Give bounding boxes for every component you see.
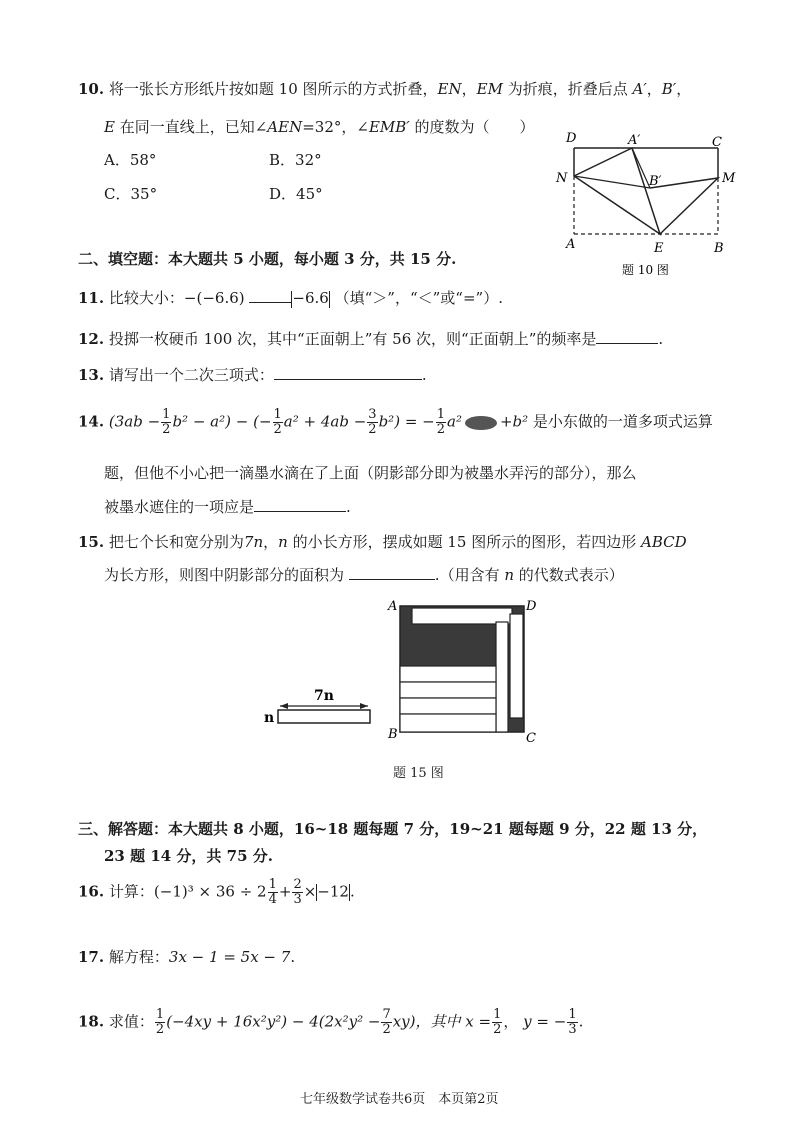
question-14-line3 — [104, 496, 351, 517]
question-17 — [78, 946, 295, 967]
var-text: ∠AEN — [254, 118, 303, 136]
fraction: $\frac{1}{2}$ — [162, 407, 171, 437]
fig15-label-d: D — [526, 599, 537, 614]
question-number: 18. — [78, 1012, 105, 1031]
math-expr: b²) = − — [378, 412, 435, 431]
figure-15-single-rect — [258, 682, 376, 732]
question-text: 为折痕，折叠后点 — [502, 80, 633, 98]
width-label: n — [264, 710, 275, 726]
option-a: A．58° — [104, 151, 157, 169]
fig15-label-c: C — [526, 731, 536, 746]
question-text: 比较大小： — [108, 289, 184, 307]
page-footer: 七年级数学试卷共6页 本页第2页 — [300, 1092, 499, 1107]
var-text: n — [278, 533, 288, 551]
fraction: $\frac{7}{2}$ — [382, 1007, 391, 1037]
var-text: B′ — [661, 80, 677, 98]
question-text: 将一张长方形纸片按如题 10 图所示的方式折叠， — [108, 80, 438, 98]
question-text: 投掷一枚硬币 100 次，其中“正面朝上”有 56 次，则“正面朝上”的频率是 — [108, 330, 597, 348]
fig10-label-d: D — [566, 131, 577, 146]
math-expr: (−1)³ × 36 ÷ 2 — [153, 882, 267, 901]
var-text: ∠EMB′ — [356, 118, 410, 136]
fig10-label-a1: A′ — [628, 133, 641, 148]
punct: . — [578, 1012, 584, 1031]
punct: . — [349, 882, 355, 901]
var-text: n — [504, 566, 515, 584]
math-expr: x = — [465, 1012, 492, 1031]
fraction: $\frac{3}{2}$ — [368, 407, 377, 437]
question-12 — [78, 328, 663, 349]
var-text: A′ — [632, 80, 647, 98]
ink-blot — [465, 416, 497, 430]
question-14-line2: 题，但他不小心把一滴墨水滴在了上面（阴影部分即为被墨水弄污的部分），那么 — [104, 464, 637, 482]
question-11 — [78, 287, 503, 308]
question-text: 请写出一个二次三项式： — [108, 366, 274, 384]
question-text: 解方程： — [108, 948, 169, 966]
fig10-label-e: E — [654, 241, 664, 256]
fraction: $\frac{1}{3}$ — [568, 1007, 577, 1037]
punct: ， — [646, 80, 662, 98]
question-text: 计算： — [108, 882, 154, 901]
question-10-line2 — [104, 116, 534, 137]
math-expr: a² + 4ab − — [283, 412, 367, 431]
var-text: EN — [437, 80, 462, 98]
math-expr: + — [278, 882, 292, 901]
question-10-line1 — [78, 78, 691, 99]
question-text: 在同一直线上，已知 — [114, 118, 255, 136]
fraction: $\frac{1}{2}$ — [273, 407, 282, 437]
var-text: E — [104, 118, 115, 136]
answer-blank[interactable] — [274, 379, 422, 380]
fig15-label-a: A — [388, 599, 398, 614]
var-text: 7n — [243, 533, 264, 551]
question-text: 的代数式表示） — [514, 566, 624, 584]
question-text: 求值： — [108, 1012, 154, 1031]
option-c: C．35° — [104, 185, 158, 203]
figure-10-caption: 题 10 图 — [622, 263, 669, 277]
math-expr: (3ab − — [108, 412, 161, 431]
punct: ， — [461, 80, 477, 98]
fraction: $\frac{1}{2}$ — [493, 1007, 502, 1037]
fig10-label-a: A — [566, 237, 576, 252]
var-text: EM — [476, 80, 503, 98]
answer-blank[interactable] — [349, 579, 435, 580]
question-number: 15. — [78, 533, 105, 551]
question-text: 是小东做的一道多项式运算 — [528, 412, 713, 431]
math-expr: y = − — [523, 1012, 567, 1031]
math-expr: 3x − 1 = 5x − 7 — [168, 948, 291, 966]
math-expr: −6.6 — [292, 289, 329, 307]
math-expr: a² — [447, 412, 462, 431]
question-number: 11. — [78, 289, 105, 307]
section-2-heading: 二、填空题：本大题共 5 小题，每小题 3 分，共 15 分. — [78, 250, 457, 268]
math-expr: (−4xy + 16x²y²) − 4(2x²y² − — [166, 1012, 381, 1031]
option-d: D．45° — [269, 185, 323, 203]
figure-15 — [384, 596, 544, 746]
fraction: $\frac{1}{4}$ — [268, 877, 277, 907]
math-expr: +b² — [499, 412, 529, 431]
answer-blank[interactable] — [249, 302, 291, 303]
question-text: =32°， — [302, 118, 357, 136]
question-text: 的度数为（ ） — [409, 118, 535, 136]
option-b: B．32° — [269, 151, 322, 169]
question-text: .（用含有 — [434, 566, 505, 584]
math-expr: × — [303, 882, 317, 901]
question-15-line2 — [104, 564, 624, 585]
fig10-label-c: C — [712, 135, 722, 150]
question-text: 的小长方形，摆成如题 15 图所示的图形，若四边形 — [287, 533, 641, 551]
question-15-line1 — [78, 531, 687, 552]
fig15-label-b: B — [388, 727, 398, 742]
math-expr: −12 — [317, 882, 349, 901]
punct: ， — [263, 533, 279, 551]
fig10-label-m: M — [722, 171, 736, 186]
punct: . — [421, 366, 427, 384]
fraction: $\frac{1}{2}$ — [436, 407, 445, 437]
question-number: 13. — [78, 366, 105, 384]
question-number: 14. — [78, 412, 105, 431]
fig10-label-b: B — [714, 241, 724, 256]
math-expr: xy)，其中 — [392, 1012, 461, 1031]
question-number: 12. — [78, 330, 105, 348]
punct: ， — [503, 1012, 519, 1031]
math-expr: −(−6.6) — [183, 289, 245, 307]
punct: . — [658, 330, 664, 348]
question-18 — [78, 1008, 583, 1037]
question-14-line1 — [78, 408, 713, 437]
abs-bar — [329, 291, 330, 308]
punct: . — [290, 948, 296, 966]
fig10-label-b1: B′ — [649, 174, 662, 189]
fraction: $\frac{2}{3}$ — [293, 877, 302, 907]
question-16 — [78, 878, 355, 907]
figure-15-caption: 题 15 图 — [393, 766, 444, 781]
question-number: 10. — [78, 80, 105, 98]
section-3-heading-cont: 23 题 14 分，共 75 分. — [104, 847, 273, 865]
question-text: 把七个长和宽分别为 — [108, 533, 244, 551]
answer-blank[interactable] — [254, 511, 346, 512]
fig10-label-n: N — [556, 171, 568, 186]
question-13 — [78, 364, 427, 385]
question-number: 17. — [78, 948, 105, 966]
math-expr: b² − a²) − (− — [172, 412, 272, 431]
punct: ， — [676, 80, 692, 98]
question-number: 16. — [78, 882, 105, 901]
punct: . — [346, 498, 351, 516]
question-text: 为长方形，则图中阴影部分的面积为 — [104, 566, 345, 584]
var-text: ABCD — [640, 533, 687, 551]
fraction: $\frac{1}{2}$ — [155, 1007, 165, 1037]
section-3-heading: 三、解答题：本大题共 8 小题，16~18 题每题 7 分，19~21 题每题 9 分，22 题 13 分， — [78, 820, 708, 838]
length-label: 7n — [314, 688, 334, 704]
answer-blank[interactable] — [596, 343, 658, 344]
question-text: （填“＞”，“＜”或“=”）. — [334, 289, 503, 307]
question-text: 被墨水遮住的一项应是 — [104, 498, 255, 516]
figure-10 — [550, 128, 750, 278]
